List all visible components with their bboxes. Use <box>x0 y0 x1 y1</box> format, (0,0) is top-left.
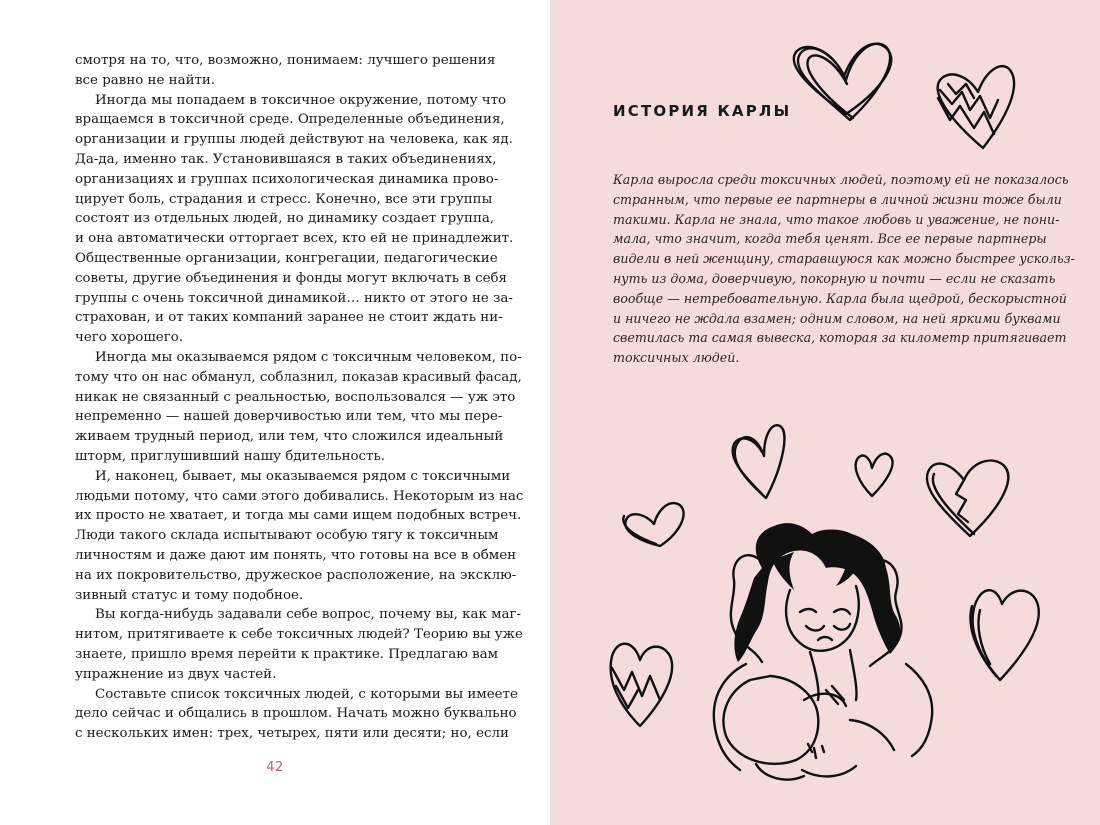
text-line: знаете, пришло время перейти к практике. Предлагаю вам <box>75 646 499 662</box>
text-line: дело сейчас и общались в прошлом. Начать можно буквально <box>75 706 517 722</box>
text-line: личностям и даже дают им понять, что готовы на все в обмен <box>75 547 517 563</box>
page-number: 42 <box>266 760 284 775</box>
story-line: и ничего не ждала взамен; одним словом, на ней яркими буквами <box>613 310 1061 326</box>
text-line: цирует боль, страдания и стресс. Конечно, все эти группы <box>75 191 493 207</box>
broken-heart-icon <box>611 644 672 726</box>
heart-icon <box>856 454 893 496</box>
text-line: Общественные организации, конгрегации, педагогические <box>75 250 498 266</box>
story-line: токсичных людей. <box>613 350 740 366</box>
story-text <box>613 170 1075 368</box>
broken-heart-icon <box>927 461 1008 536</box>
girl-figure <box>714 555 932 779</box>
text-line: смотря на то, что, возможно, понимаем: лучшего решения <box>75 53 496 68</box>
text-line: Составьте список токсичных людей, с которыми вы имеете <box>95 686 518 702</box>
text-line: чего хорошего. <box>75 330 184 346</box>
text-line: нитом, притягиваете к себе токсичных людей? Теорию вы уже <box>75 627 523 643</box>
text-line: людьми потому, что сами этого добивались. Некоторым из нас <box>75 488 524 504</box>
story-line: Карла выросла среди токсичных людей, поэтому ей не показалось <box>613 172 1069 187</box>
text-line: живаем трудный период, или тем, что сложился идеальный <box>75 429 504 445</box>
text-line: Да-да, именно так. Установившаяся в таких объединениях, <box>75 151 497 167</box>
text-line: Вы когда-нибудь задавали себе вопрос, почему вы, как маг- <box>95 607 522 623</box>
text-line: с нескольких имен: трех, четырех, пяти или десяти; но, если <box>75 726 509 742</box>
story-line: вообще — нетребовательную. Карла была щедрой, бескорыстной <box>613 290 1067 306</box>
text-line: зивный статус и тому подобное. <box>75 587 304 603</box>
story-line: странным, что первые ее партнеры в личной жизни тоже были <box>613 191 1062 207</box>
text-line: советы, другие объединения и фонды могут включать в себя <box>75 270 507 286</box>
illustration <box>550 0 1100 825</box>
text-line: вращаемся в токсичной среде. Определенные объединения, <box>75 112 505 128</box>
text-line: шторм, приглушивший нашу бдительность. <box>75 448 386 464</box>
text-line: страхован, и от таких компаний заранее не стоит ждать ни- <box>75 310 503 326</box>
text-line: на их покровительство, дружеское расположение, на эксклю- <box>75 567 517 583</box>
text-line: и она автоматически отторгает всех, кто ей не принадлежит. <box>75 231 514 247</box>
story-line: мала, что значит, когда тебя ценят. Все ее первые партнеры <box>613 231 1047 247</box>
story-line: нуть из дома, доверчивую, покорную и почти — если не сказать <box>613 270 1056 286</box>
story-line: такими. Карла не знала, что такое любовь и уважение, не пони- <box>613 211 1060 227</box>
heart-icon <box>623 503 683 546</box>
heart-icon <box>794 44 891 120</box>
text-line: группы с очень токсичной динамикой… никто от этого не за- <box>75 290 513 306</box>
right-page <box>550 0 1100 825</box>
text-line: тому что он нас обманул, соблазнил, показав красивый фасад, <box>75 369 522 385</box>
text-line: организации и группы людей действуют на человека, как яд. <box>75 132 513 148</box>
body-text <box>75 51 524 744</box>
heart-icon <box>970 590 1038 680</box>
story-line: светилась та самая вывеска, которая за километр притягивает <box>613 330 1067 346</box>
text-line: все равно не найти. <box>75 72 216 88</box>
hair <box>734 523 900 662</box>
section-title: ИСТОРИЯ КАРЛЫ <box>613 102 792 120</box>
text-line: Иногда мы попадаем в токсичное окружение, потому что <box>95 92 507 108</box>
heart-icon <box>733 425 785 498</box>
text-line: их просто не хватает, и тогда мы сами ищем подобных встреч. <box>75 508 522 524</box>
text-line: организациях и группах психологическая динамика прово- <box>75 171 499 187</box>
text-line: Иногда мы оказываемся рядом с токсичным человеком, по- <box>95 349 522 365</box>
text-line: состоят из отдельных людей, но динамику создает группа, <box>75 211 495 227</box>
story-line: видели в ней женщину, старавшуюся как можно быстрее ускольз- <box>613 251 1075 267</box>
text-line: никак не связанный с реальностью, воспользовался — уж это <box>75 389 516 405</box>
text-line: упражнение из двух частей. <box>75 666 277 682</box>
text-line: Люди такого склада испытывают особую тягу к токсичным <box>75 528 499 544</box>
text-line: И, наконец, бывает, мы оказываемся рядом с токсичными <box>95 468 511 484</box>
broken-heart-icon <box>938 66 1014 148</box>
text-line: непременно — нашей доверчивостью или тем, что мы пере- <box>75 409 503 425</box>
